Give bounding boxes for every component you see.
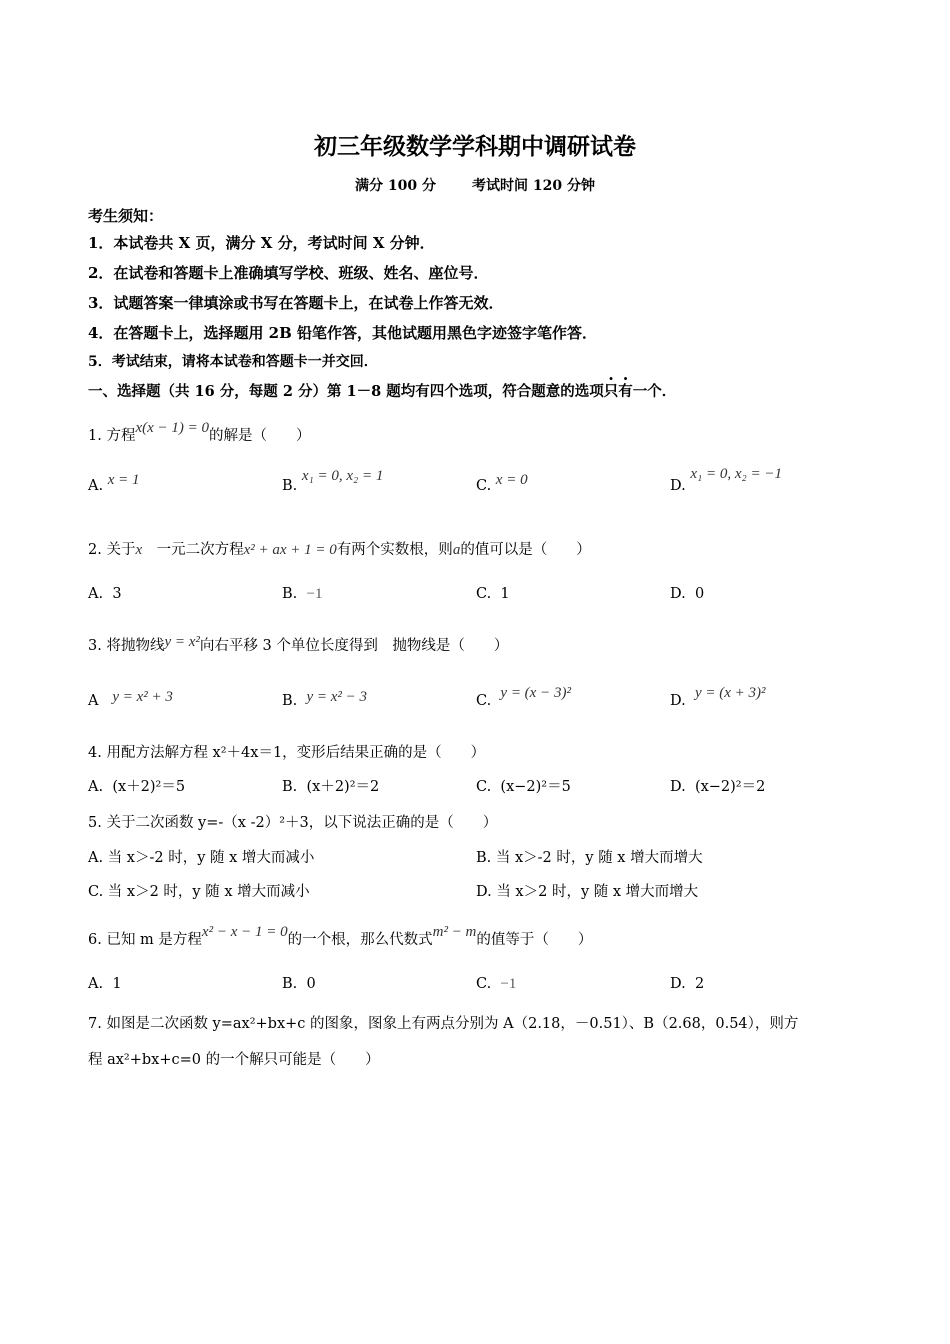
q3-option-a	[88, 689, 173, 710]
option-value: (x＋2)²＝2	[306, 779, 380, 795]
option-value: 2	[694, 976, 705, 992]
q6-option-b	[282, 976, 316, 992]
question-1-stem	[88, 420, 311, 445]
option-value: 1	[112, 976, 122, 992]
q-text: 6. 已知 m 是方程	[88, 932, 202, 948]
q1-option-c	[476, 472, 528, 495]
emphasis-char: 有	[618, 383, 633, 400]
notice-item: 5．考试结束，请将本试卷和答题卡一并交回．	[88, 354, 378, 370]
q-text: 1. 方程	[88, 428, 136, 444]
option-label: A.	[88, 478, 104, 494]
question-5-stem: 5. 关于二次函数 y=-（x -2）²＋3，以下说法正确的是（ ）	[88, 815, 498, 831]
option-value: −1	[500, 976, 517, 992]
q-text: 向右平移 3 个单位长度得到 抛物线是（ ）	[199, 638, 509, 654]
option-label: A	[88, 693, 99, 709]
q5-option-c	[88, 880, 310, 901]
option-label: B.	[282, 976, 298, 992]
option-label: A.	[88, 779, 104, 795]
q1-option-b	[282, 468, 384, 495]
q-text: 3. 将抛物线	[88, 638, 165, 654]
option-expr: x₁ = 0, x₂ = −1	[690, 466, 782, 482]
q5-option-d	[476, 880, 698, 901]
full-score: 满分 100 分	[355, 178, 436, 194]
option-expr: x₁ = 0, x₂ = 1	[301, 468, 384, 484]
q2-option-d	[670, 586, 704, 602]
option-value: 3	[112, 586, 122, 602]
q2-option-b	[282, 586, 322, 603]
notice-item: 4．在答题卡上，选择题用 2B 铅笔作答，其他试题用黑色字迹签字笔作答．	[88, 324, 597, 342]
section-heading	[88, 380, 676, 401]
question-3-stem	[88, 634, 508, 655]
option-label: C.	[476, 586, 492, 602]
q2-var-a: a	[452, 542, 461, 558]
exam-title: 初三年级数学学科期中调研试卷	[314, 133, 636, 160]
option-value: 当 x＞2 时，y 随 x 增大而增大	[496, 884, 699, 900]
option-label: C.	[476, 478, 492, 494]
option-label: B.	[476, 850, 492, 866]
notice-item: 2．在试卷和答题卡上准确填写学校、班级、姓名、座位号．	[88, 264, 489, 282]
option-label: D.	[670, 976, 686, 992]
option-label: C.	[476, 779, 492, 795]
q3-option-b	[282, 689, 368, 710]
option-label: A.	[88, 586, 104, 602]
option-value: (x＋2)²＝5	[112, 779, 186, 795]
q4-option-a	[88, 775, 185, 796]
option-value: 当 x＞2 时，y 随 x 增大而减小	[107, 884, 310, 900]
option-label: D.	[670, 586, 686, 602]
q5-option-b	[476, 846, 703, 867]
q5-option-a	[88, 846, 314, 867]
notice-item: 3．试题答案一律填涂或书写在答题卡上，在试卷上作答无效．	[88, 294, 504, 312]
question-6-stem	[88, 924, 593, 949]
question-4-stem: 4. 用配方法解方程 x²＋4x＝1，变形后结果正确的是（ ）	[88, 745, 486, 761]
option-label: B.	[282, 693, 298, 709]
option-value: 当 x＞-2 时，y 随 x 增大而增大	[495, 850, 703, 866]
option-value: (x−2)²＝2	[694, 779, 766, 795]
option-label: D.	[670, 779, 686, 795]
question-7-line-2: 程 ax²+bx+c=0 的一个解只可能是（ ）	[88, 1052, 380, 1068]
q6-option-c	[476, 976, 516, 993]
option-label: B.	[282, 779, 298, 795]
option-value: 当 x＞-2 时，y 随 x 增大而减小	[107, 850, 315, 866]
q1-equation: x(x − 1) = 0	[135, 420, 210, 436]
option-expr: x = 0	[495, 472, 528, 488]
option-label: D.	[670, 478, 686, 494]
option-expr: y = x² + 3	[112, 689, 173, 705]
exam-time: 考试时间 120 分钟	[472, 178, 595, 194]
option-value: 0	[694, 586, 705, 602]
option-value: −1	[306, 586, 323, 602]
q4-option-d	[670, 775, 765, 796]
q6-equation: x² − x − 1 = 0	[201, 924, 288, 940]
option-value: 0	[306, 976, 316, 992]
option-value: 1	[500, 586, 510, 602]
option-label: A.	[88, 850, 104, 866]
option-value: (x−2)²＝5	[500, 779, 571, 795]
option-label: B.	[282, 478, 298, 494]
q-text: 的值等于（ ）	[476, 932, 593, 948]
exam-subtitle	[0, 175, 950, 195]
q2-option-c	[476, 586, 510, 602]
option-expr: y = (x + 3)²	[694, 685, 766, 701]
notice-item: 1．本试卷共 X 页，满分 X 分，考试时间 X 分钟．	[88, 234, 435, 252]
section-heading-text: 一个．	[632, 383, 677, 400]
q3-option-c	[476, 685, 571, 710]
option-expr: y = (x − 3)²	[500, 685, 571, 701]
option-label: D.	[670, 693, 686, 709]
q-text: 一元二次方程	[142, 542, 244, 558]
option-label: C.	[476, 693, 492, 709]
q2-equation: x² + ax + 1 = 0	[243, 542, 337, 558]
q6-option-a	[88, 976, 122, 992]
question-7-line-1: 7. 如图是二次函数 y=ax²+bx+c 的图象，图象上有两点分别为 A（2.18，－0.51）、B（2.68，0.54），则方	[88, 1016, 799, 1032]
emphasis-char: 只	[603, 383, 619, 400]
q4-option-c	[476, 775, 571, 796]
q3-expression: y = x²	[164, 634, 200, 650]
option-label: D.	[476, 884, 492, 900]
q-text: 的解是（ ）	[209, 428, 311, 444]
option-label: B.	[282, 586, 298, 602]
q2-var-x: x	[135, 542, 143, 558]
option-label: C.	[476, 976, 492, 992]
option-expr: x = 1	[107, 472, 140, 488]
q-text: 的值可以是（ ）	[460, 542, 591, 558]
q2-option-a	[88, 586, 122, 602]
q3-option-d	[670, 685, 766, 710]
q-text: 有两个实数根，则	[336, 542, 453, 558]
q-text: 的一个根，那么代数式	[287, 932, 433, 948]
option-label: A.	[88, 976, 104, 992]
q1-option-a	[88, 472, 140, 495]
q4-option-b	[282, 775, 379, 796]
q1-option-d	[670, 466, 782, 495]
q-text: 2. 关于	[88, 542, 136, 558]
question-2-stem	[88, 538, 591, 559]
notice-heading: 考生须知：	[88, 207, 164, 225]
option-expr: y = x² − 3	[306, 689, 368, 705]
option-label: C.	[88, 884, 104, 900]
section-heading-text: 一、选择题（共 16 分，每题 2 分）第 1－8 题均有四个选项，符合题意的选项	[88, 383, 604, 400]
q6-expression: m² − m	[432, 924, 477, 940]
q6-option-d	[670, 976, 704, 992]
